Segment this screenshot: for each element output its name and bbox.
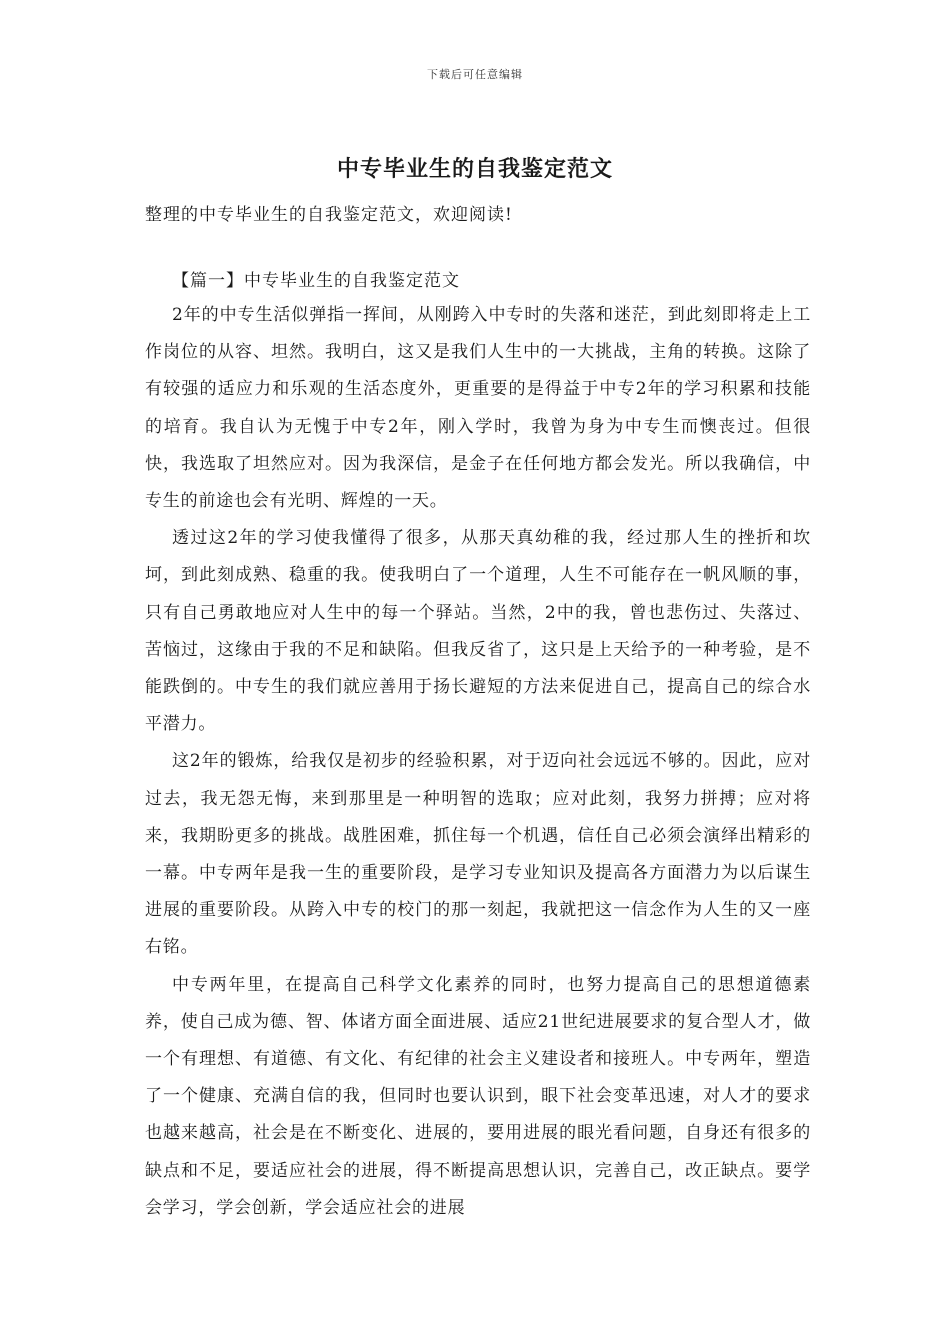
- document-title: 中专毕业生的自我鉴定范文: [336, 156, 613, 182]
- body-paragraph: 这2年的锻炼，给我仅是初步的经验积累，对于迈向社会远远不够的。因此，应对过去，我无怨无悔，来到那里是一种明智的选取；应对此刻，我努力拼搏；应对将来，我期盼更多的挑战。战胜困难，抓住每一个机遇，信任自己必须会演绎出精彩的一幕。中专两年是我一生的重要阶段，是学习专业知识及提高各方面潜力为以后谋生进展的重要阶段。从跨入中专的校门的那一刻起，我就把这一信念作为人生的又一座右铭。: [145, 751, 811, 958]
- body-paragraph: 2年的中专生活似弹指一挥间，从刚跨入中专时的失落和迷茫，到此刻即将走上工作岗位的从容、坦然。我明白，这又是我们人生中的一大挑战，主角的转换。这除了有较强的适应力和乐观的生活态度外，更重要的是得益于中专2年的学习积累和技能的培育。我自认为无愧于中专2年，刚入学时，我曾为身为中专生而懊丧过。但很快，我选取了坦然应对。因为我深信，是金子在任何地方都会发光。所以我确信，中专生的前途也会有光明、辉煌的一天。: [145, 305, 811, 512]
- document-body: [145, 297, 811, 1227]
- body-paragraph: 中专两年里，在提高自己科学文化素养的同时，也努力提高自己的思想道德素养，使自己成为德、智、体诸方面全面进展、适应21世纪进展要求的复合型人才，做一个有理想、有道德、有文化、有纪律的社会主义建设者和接班人。中专两年，塑造了一个健康、充满自信的我，但同时也要认识到，眼下社会变革迅速，对人才的要求也越来越高，社会是在不断变化、进展的，要用进展的眼光看问题，自身还有很多的缺点和不足，要适应社会的进展，得不断提高思想认识，完善自己，改正缺点。要学会学习，学会创新，学会适应社会的进展: [145, 974, 811, 1218]
- section-heading: 【篇一】中专毕业生的自我鉴定范文: [172, 271, 460, 291]
- intro-line: 整理的中专毕业生的自我鉴定范文，欢迎阅读!: [145, 205, 513, 225]
- body-paragraph: 透过这2年的学习使我懂得了很多，从那天真幼稚的我，经过那人生的挫折和坎坷，到此刻成熟、稳重的我。使我明白了一个道理，人生不可能存在一帆风顺的事，只有自己勇敢地应对人生中的每一个驿站。当然，2中的我，曾也悲伤过、失落过、苦恼过，这缘由于我的不足和缺陷。但我反省了，这只是上天给予的一种考验，是不能跌倒的。中专生的我们就应善用于扬长避短的方法来促进自己，提高自己的综合水平潜力。: [145, 528, 811, 735]
- page-header-note: 下载后可任意编辑: [427, 68, 523, 81]
